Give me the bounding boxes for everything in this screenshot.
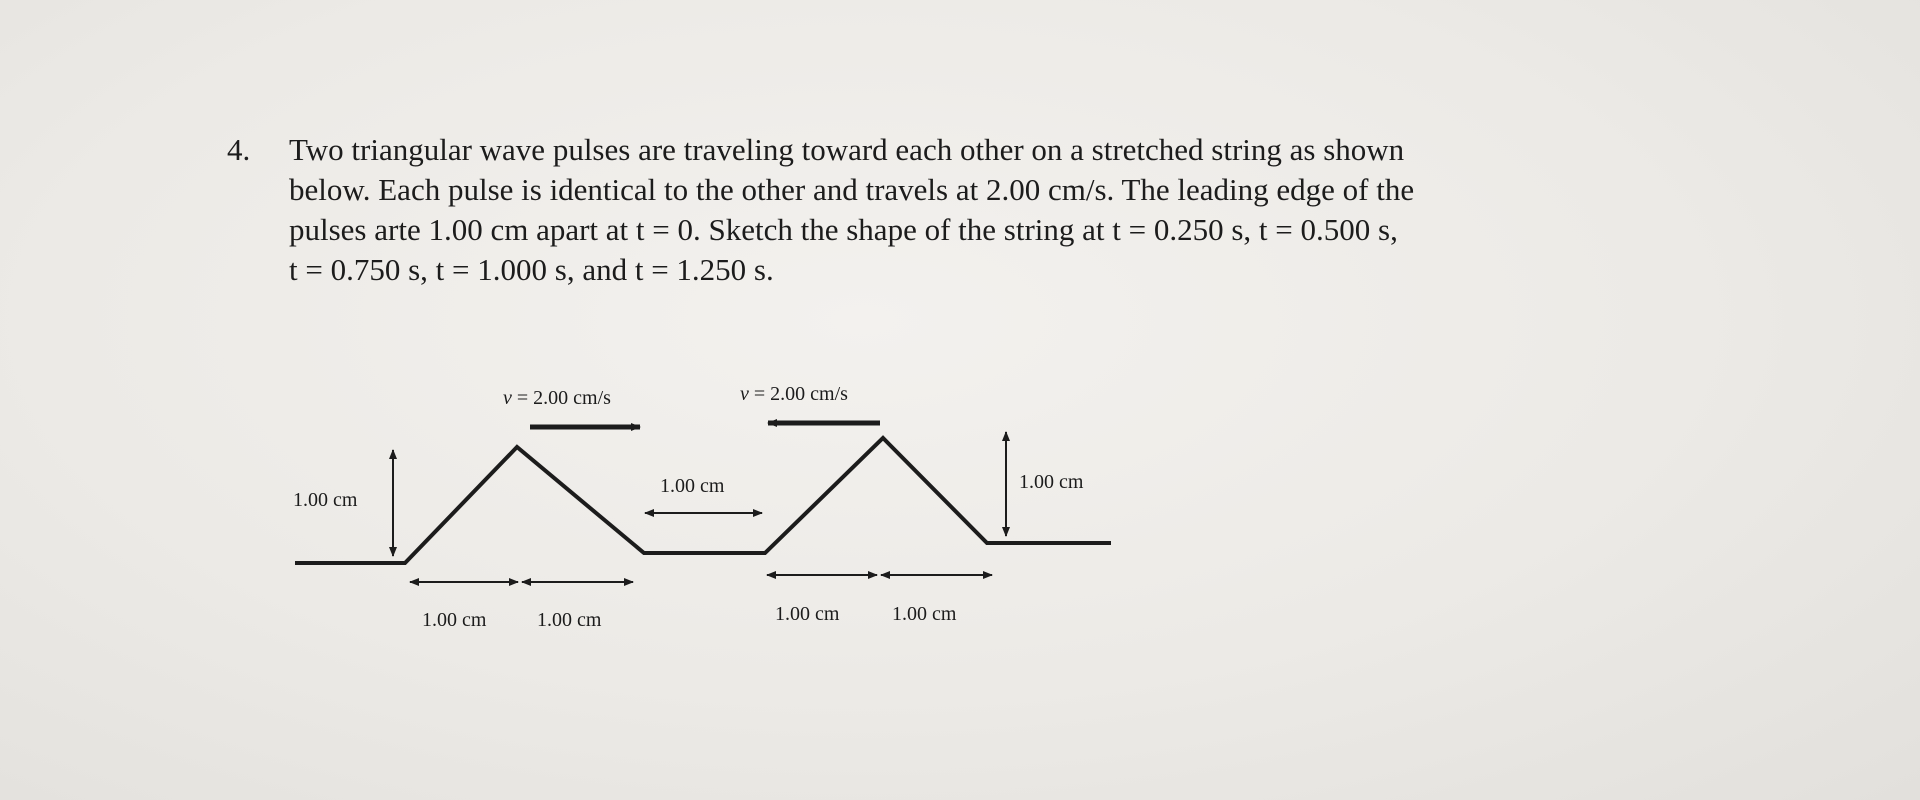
left-base-label-1: 1.00 cm [422, 609, 487, 631]
wave-pulses-figure [285, 370, 1125, 650]
problem-line-4: t = 0.750 s, t = 1.000 s, and t = 1.250 s. [289, 252, 774, 287]
right-base-label-1: 1.00 cm [775, 603, 840, 625]
problem-number: 4. [227, 132, 251, 167]
gap-label: 1.00 cm [660, 475, 725, 497]
wave-pulses-diagram [285, 370, 1125, 650]
right-pulse-velocity-label: v = 2.00 cm/s [740, 383, 848, 405]
problem-statement [289, 130, 1769, 290]
problem-line-1: Two triangular wave pulses are traveling toward each other on a stretched string as shown [289, 132, 1405, 167]
left-base-label-2: 1.00 cm [537, 609, 602, 631]
problem-line-3: pulses arte 1.00 cm apart at t = 0. Sketch the shape of the string at t = 0.250 s, t = 0.500 s, [289, 212, 1398, 247]
problem-line-2: below. Each pulse is identical to the other and travels at 2.00 cm/s. The leading edge of the [289, 172, 1415, 207]
right-base-label-2: 1.00 cm [892, 603, 957, 625]
string-line [295, 438, 1111, 563]
left-pulse-velocity-label: v = 2.00 cm/s [503, 387, 611, 409]
left-height-label: 1.00 cm [293, 489, 358, 511]
right-height-label: 1.00 cm [1019, 471, 1084, 493]
